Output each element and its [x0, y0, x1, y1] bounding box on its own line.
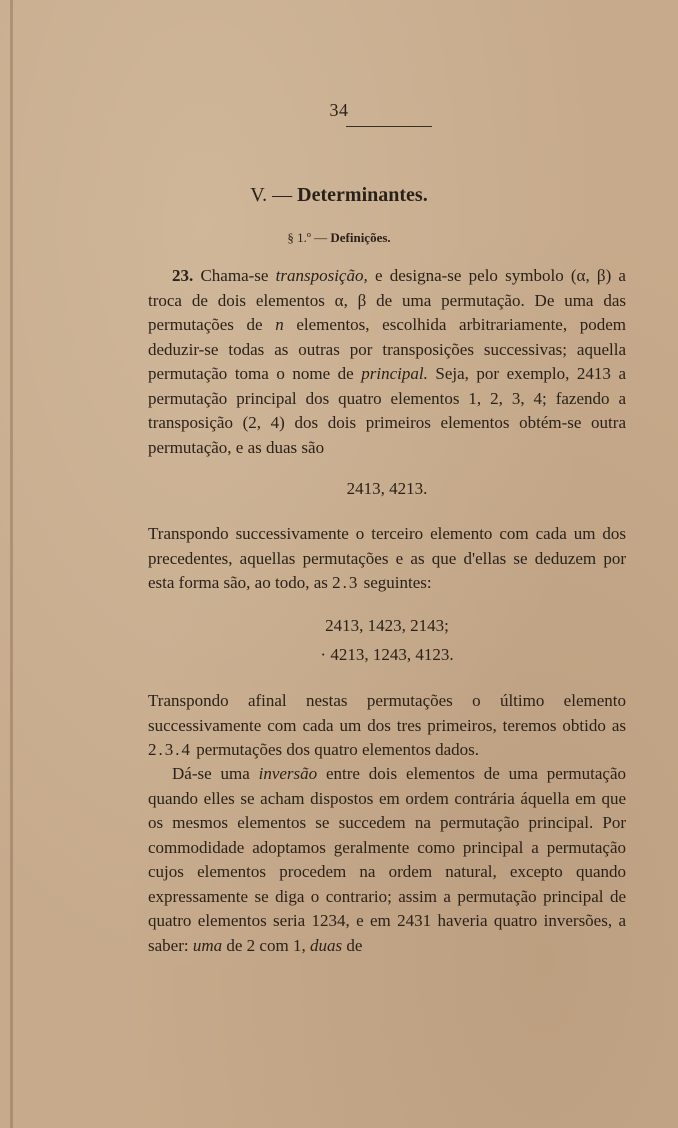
term-transposicao: transposição, — [275, 266, 368, 285]
count-2-3: 2.3 — [332, 573, 360, 592]
section-title: Definições. — [330, 230, 391, 245]
equation-2-line-1: 2413, 1423, 2143; — [325, 616, 449, 635]
page-number: 34 — [329, 100, 349, 120]
word-uma: uma — [192, 935, 223, 955]
term-inversao: inversão — [258, 764, 318, 783]
variable-n: n — [275, 315, 284, 334]
count-2-3-4: 2.3.4 — [148, 740, 192, 759]
chapter-title: Determinantes. — [297, 184, 428, 206]
paragraph-2: Transpondo successivamente o terceiro elemento com cada um dos precedentes, aquellas permutações e as que d'ellas se deduzem por esta forma são, ao todo, as 2.3 seguintes: — [148, 524, 626, 592]
section-heading — [0, 230, 678, 246]
paragraph-23: 23. Chama-se transposição, e designa-se pelo symbolo (α, β) a troca de dois elementos α, β de uma permutação. De uma das permutações de n elementos, escolhida arbitrariamente, podem deduzir-se todas as outras por transposições successivas; aquella permutação toma o nome de principal. Seja, por exemplo, 2413 a permutação principal dos quatro elementos 1, 2, 3, 4; fazendo a transposição (2, 4) dos dois primeiros elementos obtém-se outra permutação, e as duas são — [148, 266, 627, 457]
page-number-rule — [346, 126, 432, 127]
binding-edge — [10, 0, 13, 1128]
equation-1: 2413, 4213. — [346, 479, 428, 498]
word-duas: duas — [309, 935, 343, 955]
paragraph-3: Transpondo afinal nestas permutações o último elemento successivamente com cada um dos tres primeiros, teremos obtido as 2.3.4 permutações dos quatro elementos dados. — [148, 691, 626, 759]
chapter-heading — [0, 184, 678, 207]
chapter-prefix: V. — — [250, 184, 293, 206]
section-prefix: § 1.º — — [287, 230, 328, 245]
paragraph-4: Dá-se uma inversão entre dois elementos de uma permutação quando elles se acham dispostos em ordem contrária áquella em que os mesmos elementos se succedem na permutação principal. Por commodidade adoptamos geralmente como principal a permutação cujos elementos procedem na ordem natural, excepto quando expressamente se diga o contrario; assim a permutação principal de quatro elementos seria 1234, e em 2431 haveria quatro inversões, a saber: uma de 2 com 1, duas de — [148, 764, 626, 955]
equation-2-line-2: · 4213, 1243, 4123. — [320, 645, 454, 664]
term-principal: principal. — [361, 364, 428, 383]
paragraph-number: 23. — [172, 266, 194, 285]
